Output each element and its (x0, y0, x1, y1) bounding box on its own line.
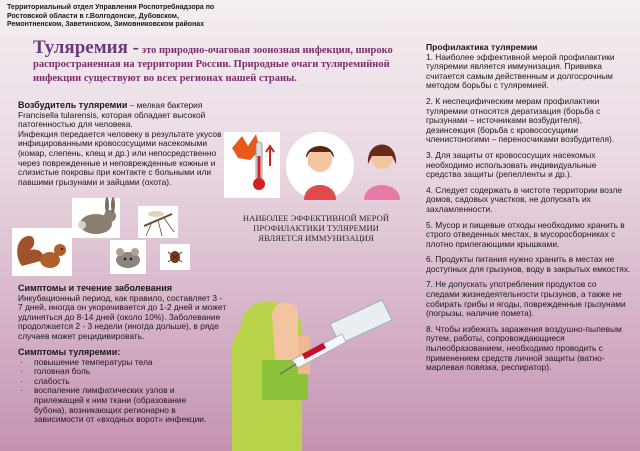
symptoms-course-heading: Симптомы и течение заболевания (18, 283, 173, 293)
symptom-item: · слабость (18, 377, 218, 387)
agent-section (18, 101, 228, 187)
vaccination-illustration (232, 264, 402, 451)
animals-illustration (60, 196, 195, 276)
sickness-illustration (222, 128, 408, 202)
symptom-item: · воспаление лимфатических узлов и прилежащей к ним ткани (образование бубона), возникающих регионарно в зависимости от «входных ворот» инфекции. (18, 386, 218, 424)
mosquito-icon (138, 206, 178, 238)
mouse-icon (110, 240, 146, 274)
header-line-1: Территориальный отдел Управления Роспотребнадзора по (7, 4, 215, 11)
prevention-section (426, 43, 631, 379)
prevention-item: 1. Наиболее эффективной мерой профилактики туляремии является иммунизация. Прививка считается самым действенным и долгосрочным методом борьбы с туляремией. (426, 51, 615, 91)
symptom-item: · головная боль (18, 367, 218, 377)
rabbit-icon (72, 197, 120, 238)
organization-header (7, 4, 267, 30)
prevention-item: 6. Продукты питания нужно хранить в местах не доступных для грызунов, воду в закрытых емкостях. (426, 254, 631, 274)
agent-text-2: Инфекция передается человеку в результате укусов инфицированными кровососущими насекомыми (комар, слепень, клещ и др.) или непосредственно через поврежденные и неповрежденные кожные и слизистые покровы при контакте с больными или павшими грызунами и зайцами (охота). (18, 128, 222, 187)
title-description: это природно-очаговая зоонозная инфекция, широко распространенная на территории России. Природные очаги туляремийной инфекции существуют во всех регионах нашей страны. (33, 45, 393, 84)
header-line-3: Ремонтненском, Заветинском, Зимовниковском районах (7, 21, 205, 28)
prevention-item: 5. Мусор и пищевые отходы необходимо хранить в строго отведенных местах, в мусоросборниках с плотно прилегающими крышками. (426, 219, 625, 249)
tick-icon (160, 244, 190, 270)
vaccinated-person-icon (232, 302, 310, 451)
agent-text-1: – мелкая бактерия Francisella tularensis, которая обладает высокой патогенностью для человека. (18, 100, 206, 130)
agent-heading: Возбудитель туляремии (18, 100, 128, 110)
symptom-item: · повышение температуры тела (18, 358, 218, 368)
prevention-heading: Профилактика туляремии (426, 42, 538, 52)
header-line-2: Ростовской области в г.Волгодонске, Дубовском, (7, 12, 179, 20)
prevention-item: 4. Следует содержать в чистоте территории возле домов, садовых участков, не допускать их захламленности. (426, 184, 623, 214)
sick-person-icon (286, 132, 354, 200)
symptoms-course-text: Инкубационный период, как правило, составляет 3 - 7 дней, иногда он укорачивается до 1-2 дней и может удлиняться до 8-14 дней (около 10%). Заболевание продолжается 2 - 3 недели (иногда дольше), в ряде случаев может рецидивировать. (18, 292, 227, 341)
page-title (33, 37, 418, 85)
prevention-item: 8. Чтобы избежать заражения воздушно-пылевым путем, работы, сопровождающиеся пылеобразованием, необходимо проводить с применением средств личной защиты (ватно-марлевая повязка, респиратор). (426, 323, 622, 373)
symptoms-course-section (18, 284, 228, 342)
thermometer-icon (224, 132, 280, 198)
symptoms-list (18, 358, 218, 425)
symptoms-heading: Симптомы туляремии: (18, 347, 121, 357)
prevention-item: 2. К неспецифическим мерам профилактики туляремии относятся дератизация (борьба с грызунами – источниками возбудителя), дезинсекция (борьба с кровососущими членистоногими – переносчиками возбудителя). (426, 95, 615, 145)
woman-icon (356, 132, 406, 200)
prevention-item: 7. Не допускать употребления продуктов со следами жизнедеятельности грызунов, а также не собирать грибы и ягоды, поврежденные грызунами (погрызы, наличие помета). (426, 279, 626, 319)
symptoms-section (18, 348, 218, 425)
immunization-callout: НАИБОЛЕЕ ЭФФЕКТИВНОЙ МЕРОЙ ПРОФИЛАКТИКИ ТУЛЯРЕМИИ ЯВЛЯЕТСЯ ИММУНИЗАЦИЯ (242, 213, 390, 243)
prevention-item: 3. Для защиты от кровососущих насекомых необходимо использовать индивидуальные средства защиты (репелленты и др.). (426, 149, 597, 180)
squirrel-icon (10, 226, 74, 278)
title-main: Туляремия - (33, 37, 139, 58)
